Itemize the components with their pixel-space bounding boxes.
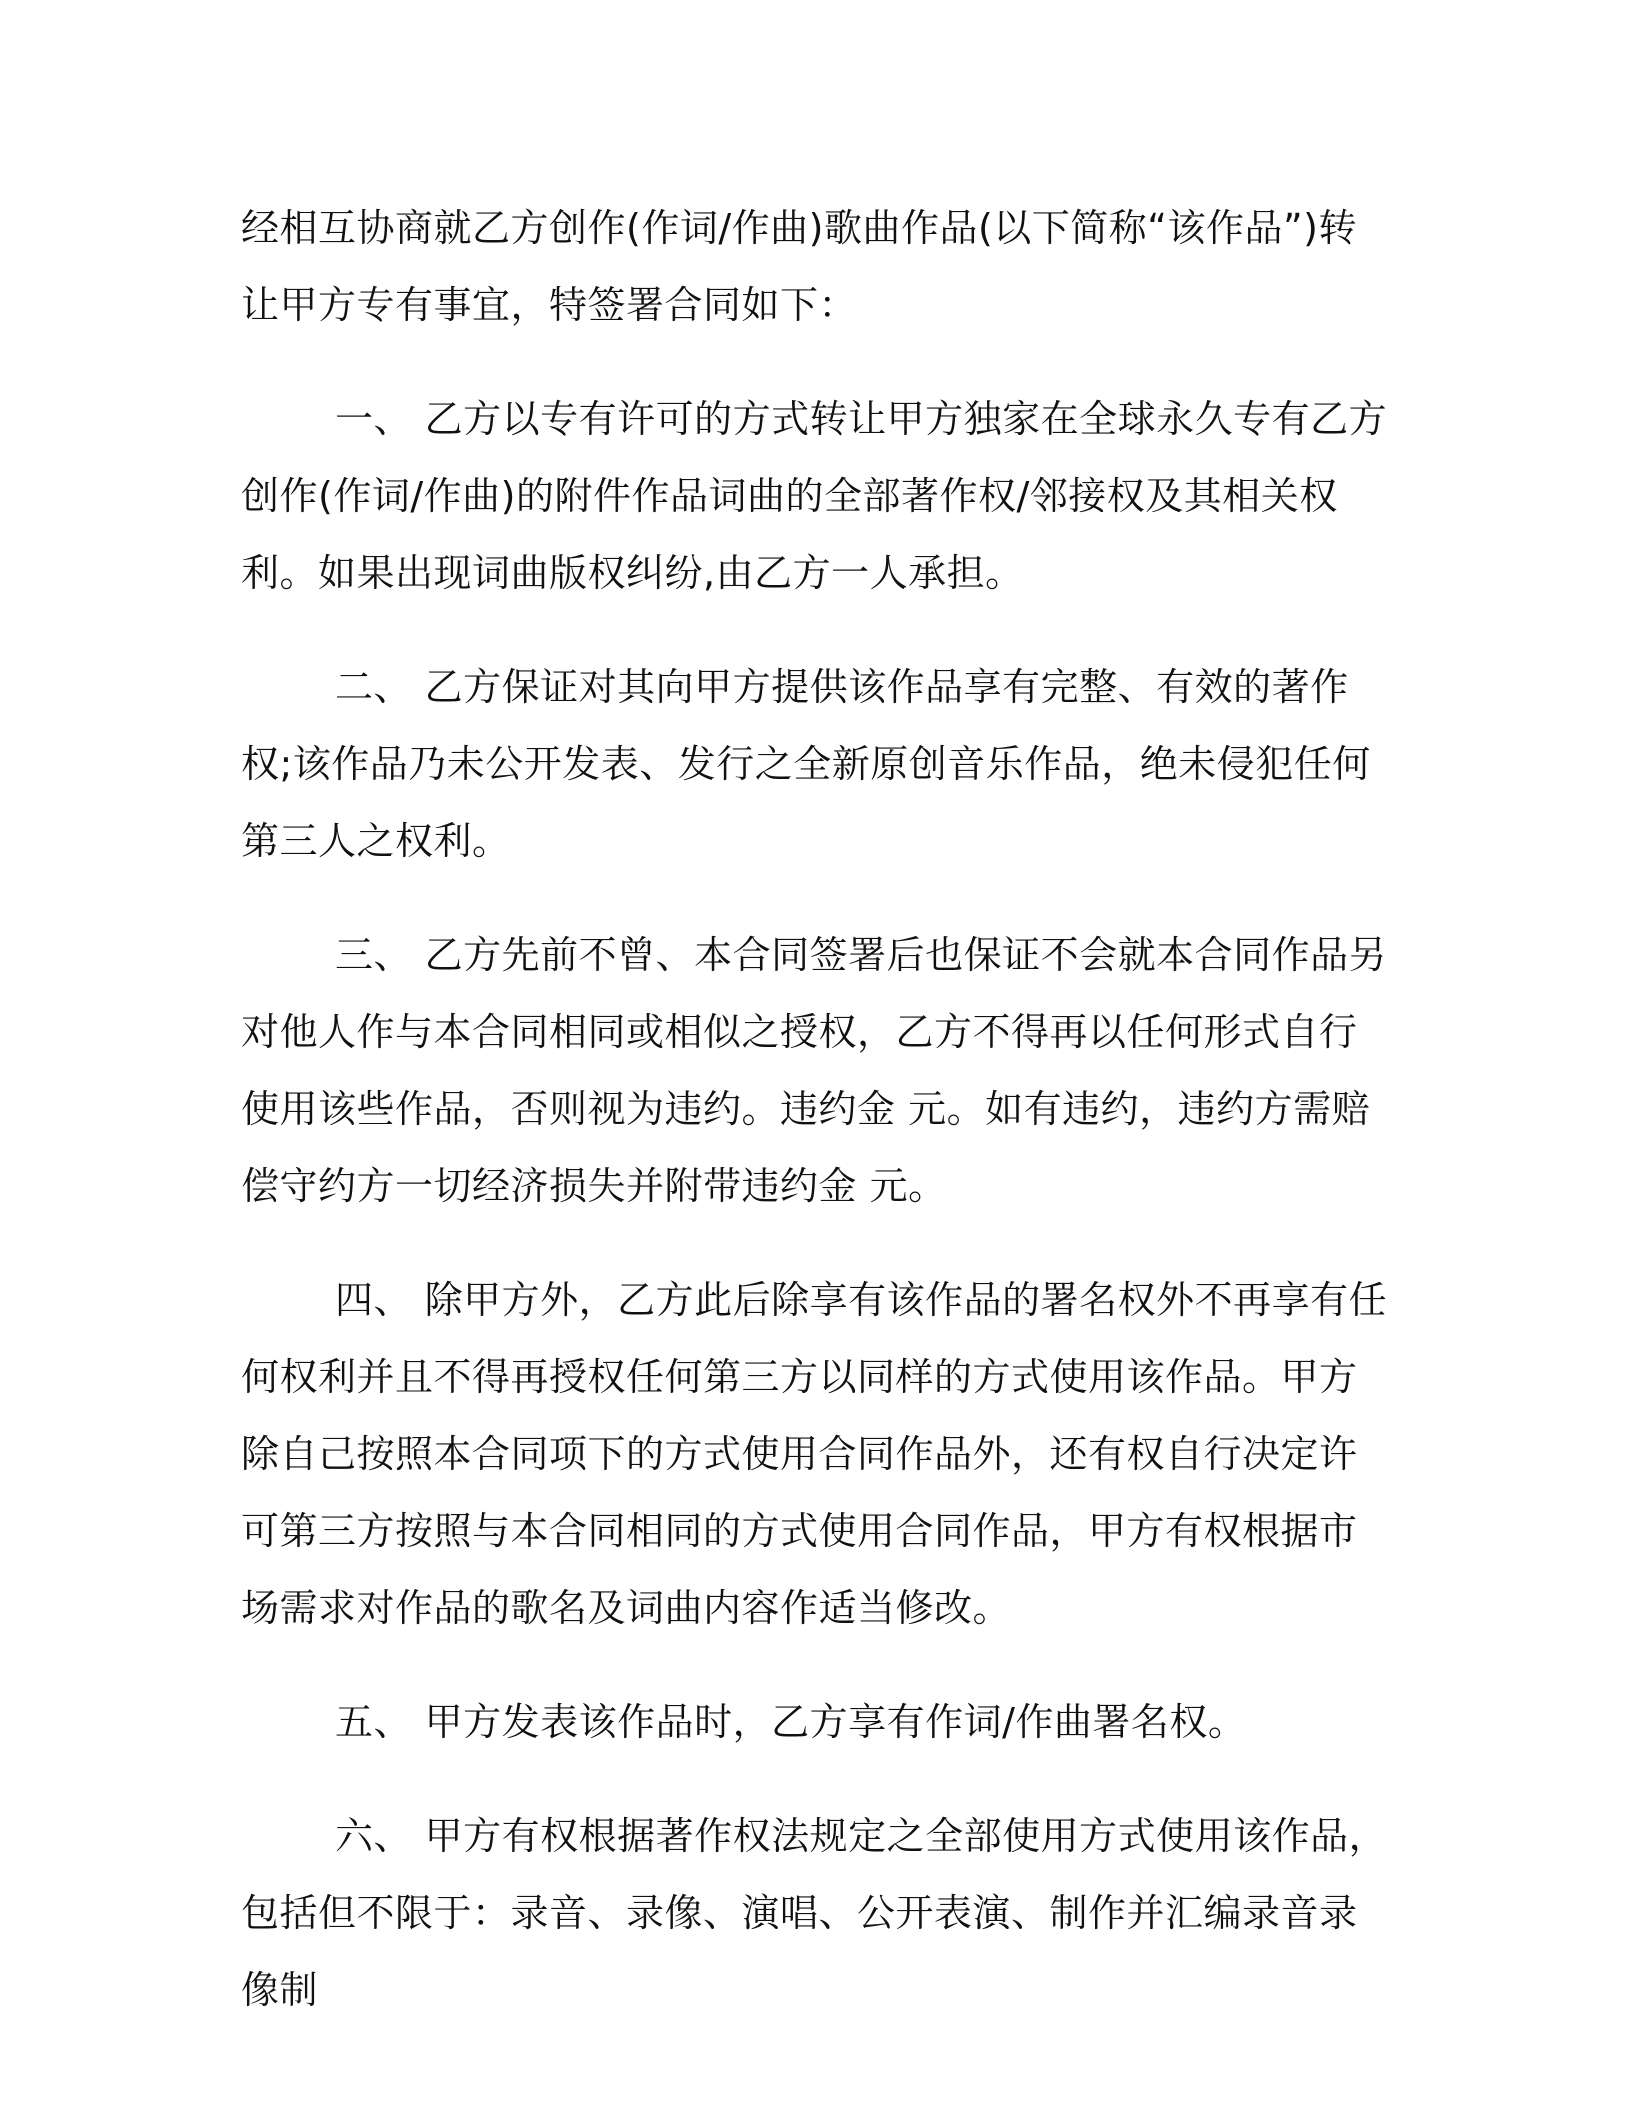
clause-5: 五、 甲方发表该作品时，乙方享有作词/作曲署名权。 [335, 1700, 1247, 1744]
clause-3: 三、 乙方先前不曾、本合同签署后也保证不会就本合同作品另对他人作与本合同相同或相似之授权，乙方不得再以任何形式自行使用该些作品，否则视为违约。违约金 元。如有违约，违约方需赔偿守约方一切经济损失并附带违约金 元。 [241, 933, 1388, 1208]
intro-paragraph: 经相互协商就乙方创作(作词/作曲)歌曲作品(以下简称“该作品”)转让甲方专有事宜，特签署合同如下： [241, 206, 1357, 327]
clause-4: 四、 除甲方外，乙方此后除享有该作品的署名权外不再享有任何权利并且不得再授权任何第三方以同样的方式使用该作品。甲方除自己按照本合同项下的方式使用合同作品外，还有权自行决定许可第三方按照与本合同相同的方式使用合同作品，甲方有权根据市场需求对作品的歌名及词曲内容作适当修改。 [241, 1278, 1388, 1630]
clause-2: 二、 乙方保证对其向甲方提供该作品享有完整、有效的著作权;该作品乃未公开发表、发行之全新原创音乐作品，绝未侵犯任何第三人之权利。 [241, 665, 1371, 863]
clause-1: 一、 乙方以专有许可的方式转让甲方独家在全球永久专有乙方创作(作词/作曲)的附件作品词曲的全部著作权/邻接权及其相关权利。如果出现词曲版权纠纷,由乙方一人承担。 [241, 397, 1388, 595]
document-page [241, 190, 1391, 2029]
clause-6: 六、 甲方有权根据著作权法规定之全部使用方式使用该作品，包括但不限于：录音、录像、演唱、公开表演、制作并汇编录音录像制 [241, 1814, 1388, 2012]
